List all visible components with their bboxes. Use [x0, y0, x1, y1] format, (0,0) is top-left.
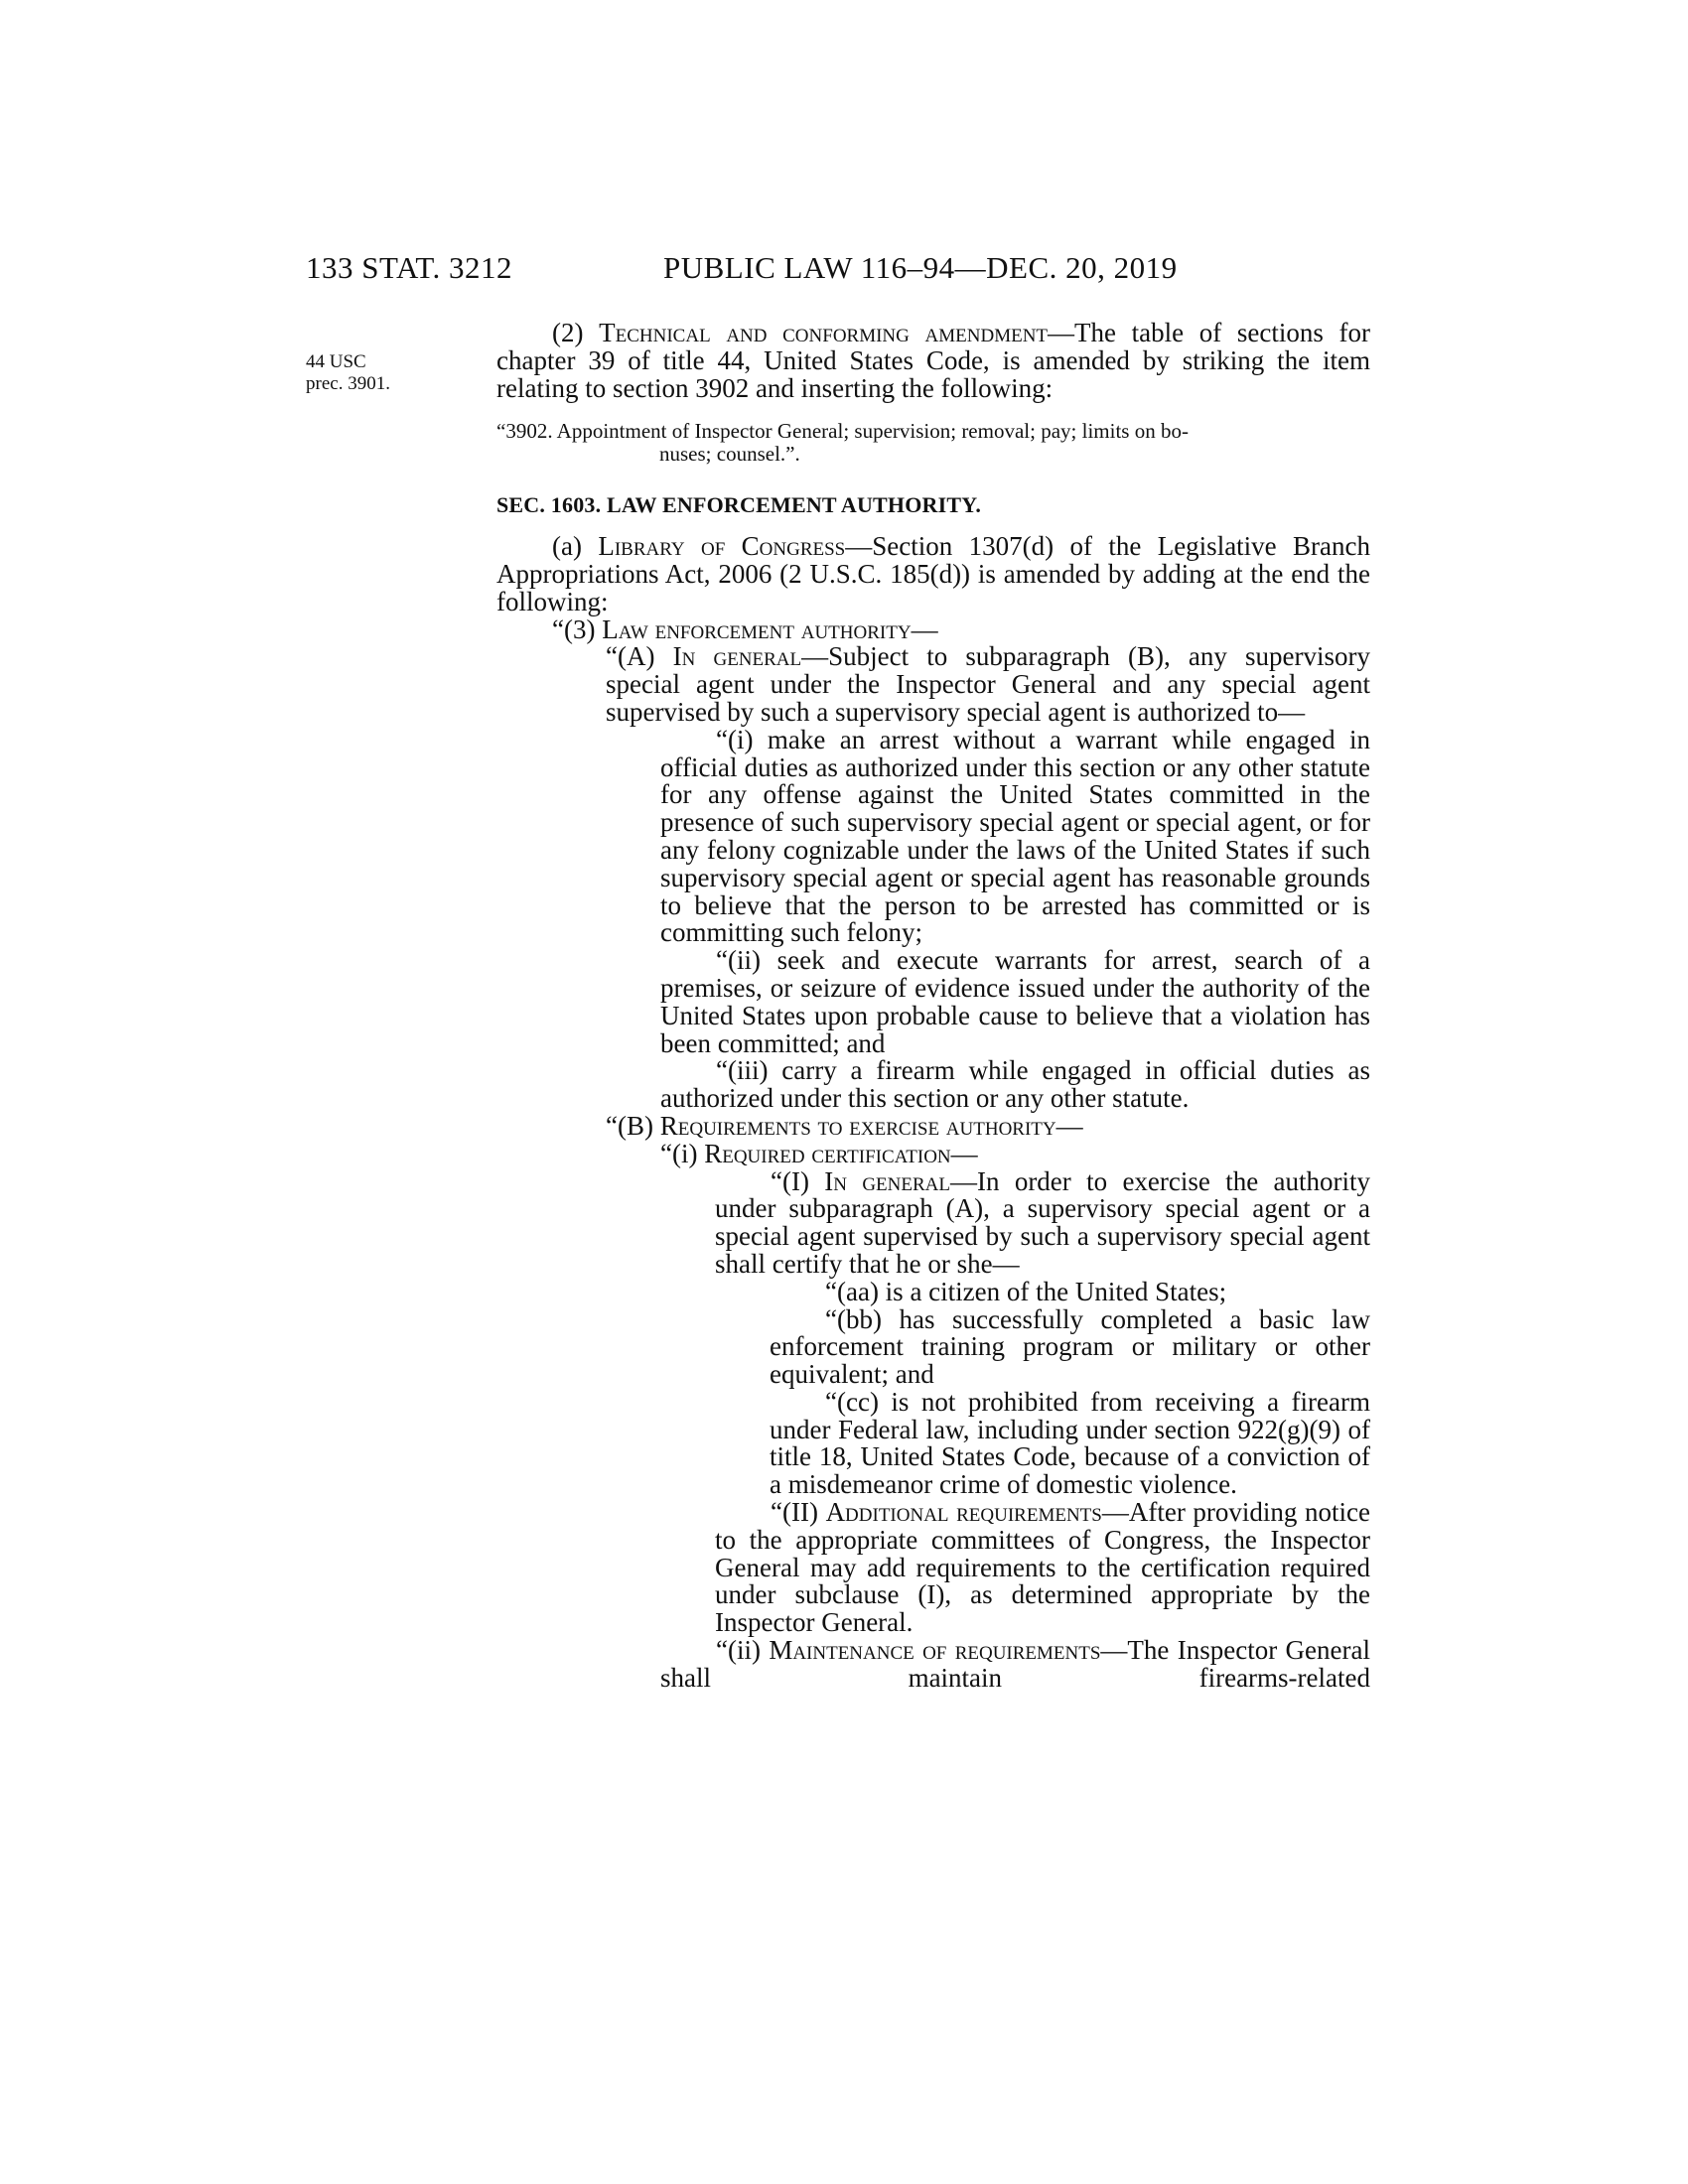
- para-heading: Additional requirements: [825, 1497, 1102, 1528]
- para-text: —: [1055, 1110, 1083, 1141]
- para-number: “(B): [606, 1110, 660, 1141]
- document-body: [496, 320, 1370, 1693]
- para-text: —Subject to subparagraph (B), any supervisory special agent under the Inspector General and any special agent supervised by such a supervisory special agent is authorized to—: [606, 641, 1371, 727]
- clause-B-ii: [660, 1637, 1370, 1693]
- section-heading: SEC. 1603. LAW ENFORCEMENT AUTHORITY.: [496, 492, 982, 518]
- para-number: “(i): [660, 1138, 705, 1168]
- page-header: [306, 250, 1299, 290]
- table-of-sections-item: [496, 420, 1370, 466]
- para-text: —: [911, 614, 938, 644]
- clause-i: “(i) make an arrest without a warrant while engaged in official duties as authorized under this section or any other statute for any offense against the United States committed in the presence of such supervisory special agent or special agent, or for any felony cognizable under the laws of the United States if such supervisory special agent or special agent has reasonable grounds to believe that the person to be arrested has committed or is committing such felony;: [660, 724, 1370, 948]
- para-text: —The table of sections for chapter 39 of title 44, United States Code, is amended by striking the item relating to section 3902 and inserting the following:: [496, 318, 1371, 403]
- para-number: “(A): [606, 641, 673, 672]
- para-text: —In order to exercise the authority under subparagraph (A), a supervisory special agent or a special agent supervised by such a supervisory special agent shall certify that he or she—: [715, 1165, 1370, 1279]
- running-title: PUBLIC LAW 116–94—DEC. 20, 2019: [663, 250, 1178, 285]
- para-heading: In general: [672, 641, 802, 672]
- subclause-II: [715, 1499, 1370, 1637]
- paragraph-3: [552, 616, 1370, 644]
- subparagraph-A: [606, 643, 1370, 726]
- para-number: “(ii): [716, 1635, 770, 1666]
- item-aa: “(aa) is a citizen of the United States;: [825, 1276, 1227, 1306]
- subparagraph-B: [606, 1110, 1370, 1141]
- para-number: (2): [552, 318, 600, 347]
- para-text: —After providing notice to the appropriate committees of Congress, the Inspector General may add requirements to the certification required under subclause (I), as determined appropriate by the Inspector General.: [715, 1497, 1370, 1638]
- para-heading: Library of Congress: [598, 531, 846, 562]
- clause-ii: “(ii) seek and execute warrants for arrest, search of a premises, or seizure of evidence issued under the authority of the United States upon probable cause to believe that a violation has been committed; and: [660, 945, 1370, 1058]
- clause-iii: “(iii) carry a firearm while engaged in official duties as authorized under this section or any other statute.: [660, 1055, 1370, 1114]
- para-text: —The Inspector General shall maintain firearms-related: [660, 1635, 1370, 1693]
- para-text: —Section 1307(d) of the Legislative Branch Appropriations Act, 2006 (2 U.S.C. 185(d)) is amended by adding at the end the following:: [496, 531, 1371, 616]
- para-heading: Law enforcement authority: [602, 614, 912, 644]
- para-text: —: [950, 1138, 978, 1168]
- para-heading: Technical and conforming amendment: [599, 318, 1049, 347]
- margin-note-line: prec. 3901.: [306, 373, 390, 394]
- para-number: (a): [552, 531, 599, 562]
- item-line: “3902. Appointment of Inspector General; supervision; removal; pay; limits on bo-: [496, 419, 1189, 444]
- clause-B-i: [660, 1138, 1370, 1168]
- para-heading: Required certification: [704, 1138, 951, 1168]
- subsection-a: [496, 533, 1370, 615]
- margin-note-line: 44 USC: [306, 351, 366, 372]
- subclause-I: [715, 1165, 1370, 1279]
- para-heading: Maintenance of requirements: [769, 1635, 1101, 1666]
- item-bb: “(bb) has successfully completed a basic law enforcement training program or military or other equivalent; and: [770, 1303, 1370, 1390]
- item-cc: “(cc) is not prohibited from receiving a firearm under Federal law, including under section 922(g)(9) of title 18, United States Code, because of a conviction of a misdemeanor crime of domestic violence.: [770, 1386, 1370, 1500]
- para-number: “(I): [771, 1165, 825, 1196]
- margin-note: [306, 351, 390, 395]
- paragraph-2: [496, 320, 1370, 402]
- stat-page-number: 133 STAT. 3212: [306, 250, 513, 285]
- para-heading: In general: [824, 1165, 950, 1196]
- para-heading: Requirements to exercise authority: [659, 1110, 1056, 1141]
- item-line: nuses; counsel.”.: [659, 442, 800, 467]
- para-number: “(3): [552, 614, 603, 644]
- para-number: “(II): [771, 1497, 826, 1528]
